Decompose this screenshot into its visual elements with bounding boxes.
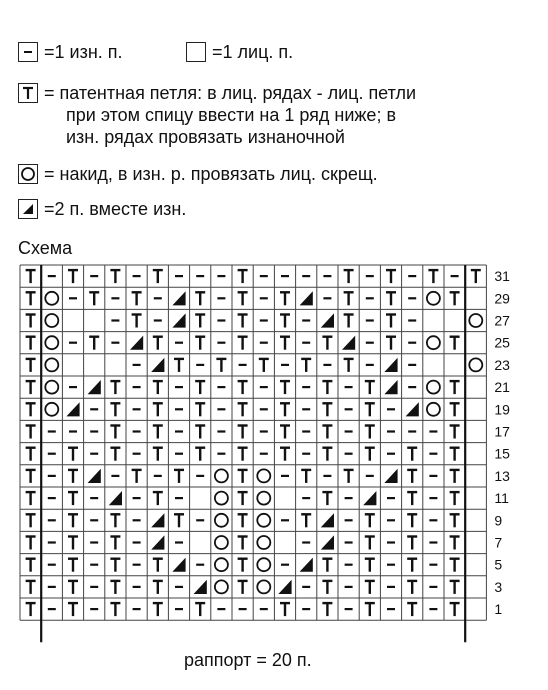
purl2tog-mark (109, 491, 122, 505)
purl2tog-mark (172, 291, 185, 305)
yarnover-mark (215, 536, 228, 549)
purl2tog-mark (384, 469, 397, 483)
purl2tog-mark (384, 380, 397, 394)
purl2tog-mark (151, 513, 164, 527)
row-number: 21 (494, 379, 510, 396)
purl2tog-mark (406, 402, 419, 416)
row-number: 7 (494, 534, 503, 551)
purl2tog-mark (172, 558, 185, 572)
purl2tog-mark (300, 558, 313, 572)
purl2tog-mark (66, 402, 79, 416)
yarnover-mark (257, 536, 270, 549)
row-number: 25 (494, 334, 510, 351)
yarnover-mark (45, 314, 58, 327)
legend-purl-text: =1 изн. п. (44, 42, 123, 62)
legend-yarnover-text: = накид, в изн. р. провязать лиц. скрещ. (44, 164, 378, 184)
yarnover-mark (215, 492, 228, 505)
yarnover-mark (469, 314, 482, 327)
yarnover-mark (45, 381, 58, 394)
row-number: 5 (494, 556, 503, 573)
purl2tog-mark (321, 513, 334, 527)
purl2tog-mark (130, 336, 143, 350)
purl2tog-mark (194, 580, 207, 594)
yarnover-mark (45, 403, 58, 416)
yarnover-mark (257, 469, 270, 482)
yarnover-mark (257, 580, 270, 593)
yarnover-mark (45, 292, 58, 305)
schema-title: Схема (18, 238, 73, 258)
row-number: 23 (494, 356, 510, 373)
row-number: 11 (494, 490, 509, 507)
yarnover-mark (45, 358, 58, 371)
purl2tog-mark (342, 336, 355, 350)
yarnover-mark (427, 403, 440, 416)
yarnover-mark (427, 336, 440, 349)
legend-patent-line-1: = патентная петля: в лиц. рядах - лиц. петли (44, 83, 417, 103)
purl2tog-mark (88, 380, 101, 394)
yarnover-mark (215, 580, 228, 593)
legend-patent-line-3: изн. рядах провязать изнаночной (66, 127, 345, 147)
legend-knit-text: =1 лиц. п. (212, 42, 294, 62)
yarnover-mark (469, 358, 482, 371)
yarnover-mark (257, 558, 270, 571)
purl2tog-mark (321, 535, 334, 549)
purl2tog-mark (151, 535, 164, 549)
row-number: 29 (494, 290, 510, 307)
row-number: 19 (494, 401, 510, 418)
yarnover-mark (215, 514, 228, 527)
yarnover-mark (427, 381, 440, 394)
purl2tog-mark (88, 469, 101, 483)
row-number: 9 (494, 512, 503, 529)
purl2tog-mark (363, 491, 376, 505)
row-number: 15 (494, 445, 510, 462)
row-number: 17 (494, 423, 510, 440)
yarnover-mark (427, 292, 440, 305)
row-number: 1 (494, 601, 503, 618)
yarnover-mark (257, 492, 270, 505)
purl2tog-mark (384, 358, 397, 372)
rapport-label: раппорт = 20 п. (184, 650, 312, 670)
yarnover-mark (215, 558, 228, 571)
row-number: 27 (494, 312, 510, 329)
purl2tog-mark (300, 291, 313, 305)
purl2tog-mark (151, 358, 164, 372)
yarnover-mark (215, 469, 228, 482)
purl2tog-mark (172, 313, 185, 327)
row-number: 31 (494, 268, 510, 285)
row-number: 3 (494, 578, 503, 595)
purl2tog-mark (321, 313, 334, 327)
yarnover-mark (257, 514, 270, 527)
legend-patent-line-2: при этом спицу ввести на 1 ряд ниже; в (66, 105, 397, 125)
row-number: 13 (494, 467, 510, 484)
legend-purl2tog-text: =2 п. вместе изн. (44, 199, 187, 219)
purl2tog-mark (278, 580, 291, 594)
yarnover-mark (45, 336, 58, 349)
